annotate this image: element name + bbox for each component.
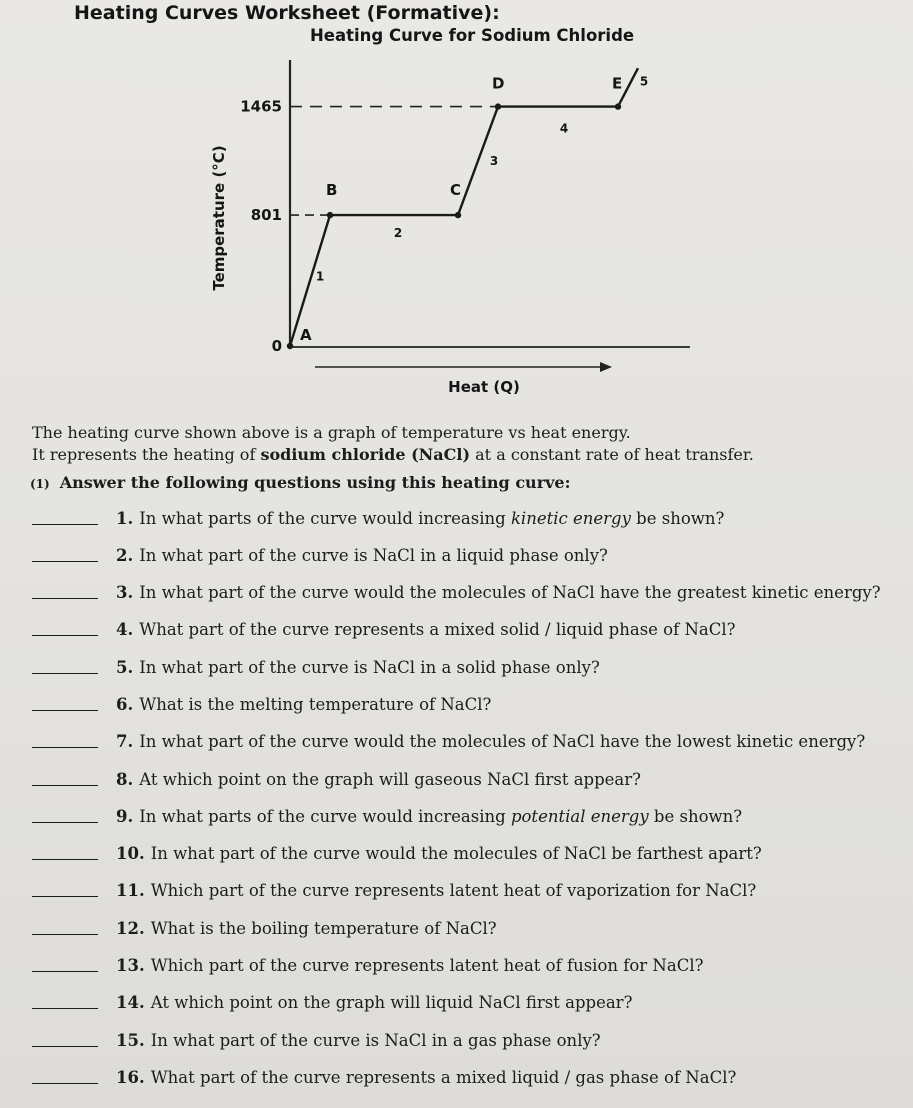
point-label-b: B: [326, 181, 338, 200]
question-item: [32, 1063, 736, 1087]
question-text-end: be shown?: [630, 509, 725, 528]
answer-blank[interactable]: [32, 1007, 98, 1009]
intro-substance: sodium chloride (NaCl): [260, 445, 471, 464]
question-text-start: In what part of the curve is NaCl in a liquid phase only?: [139, 546, 608, 565]
question-item: [32, 578, 881, 602]
question-item: [32, 615, 736, 639]
question-item: [32, 727, 865, 751]
question-item: [32, 951, 703, 975]
question-number: 14.: [116, 993, 145, 1012]
segment-label-5: 5: [639, 74, 649, 89]
point-label-d: D: [492, 74, 505, 93]
question-text-start: In what part of the curve would the molecules of NaCl be farthest apart?: [150, 844, 762, 863]
question-text: [139, 583, 880, 602]
answer-blank[interactable]: [32, 1045, 98, 1047]
question-text: [151, 956, 704, 975]
point-marker-d: [495, 103, 501, 109]
instruction: [30, 473, 571, 492]
point-marker-a: [287, 343, 293, 349]
question-number: 11.: [116, 881, 145, 900]
question-text-start: In what parts of the curve would increasing: [139, 807, 511, 826]
question-number: 15.: [116, 1031, 145, 1050]
chart-guides: [290, 107, 498, 216]
question-text-start: What is the melting temperature of NaCl?: [139, 695, 492, 714]
question-text-start: Which part of the curve represents latent heat of fusion for NaCl?: [150, 956, 704, 975]
answer-blank[interactable]: [32, 634, 98, 636]
answer-blank[interactable]: [32, 933, 98, 935]
question-number: 3.: [116, 583, 134, 602]
question-number: 7.: [116, 732, 134, 751]
question-text: [139, 807, 742, 826]
question-text: [139, 546, 608, 565]
y-axis-label: Temperature (°C): [210, 145, 228, 291]
instruction-text: Answer the following questions using this heating curve:: [59, 473, 571, 492]
answer-blank[interactable]: [32, 858, 98, 860]
question-text: [151, 881, 757, 900]
question-text-start: At which point on the graph will gaseous NaCl first appear?: [139, 770, 642, 789]
question-text-start: In what part of the curve would the molecules of NaCl have the lowest kinetic energy?: [139, 732, 866, 751]
question-number: 13.: [116, 956, 145, 975]
question-text: [139, 695, 491, 714]
worksheet-title: Heating Curves Worksheet (Formative):: [74, 2, 500, 24]
segment-label-2: 2: [393, 226, 403, 241]
answer-blank[interactable]: [32, 746, 98, 748]
chart-curve: [287, 68, 638, 349]
question-text: [139, 732, 865, 751]
question-text: [139, 770, 641, 789]
question-number: 5.: [116, 658, 134, 677]
question-number: 4.: [116, 620, 134, 639]
answer-blank[interactable]: [32, 970, 98, 972]
question-text: [139, 658, 600, 677]
question-text-start: What part of the curve represents a mixed liquid / gas phase of NaCl?: [150, 1068, 737, 1087]
answer-blank[interactable]: [32, 672, 98, 674]
answer-blank[interactable]: [32, 895, 98, 897]
question-item: [32, 765, 641, 789]
answer-blank[interactable]: [32, 784, 98, 786]
question-number: 1.: [116, 509, 134, 528]
answer-blank[interactable]: [32, 1082, 98, 1084]
intro-line-2: [32, 445, 754, 465]
question-number: 16.: [116, 1068, 145, 1087]
question-text-start: Which part of the curve represents latent heat of vaporization for NaCl?: [150, 881, 757, 900]
question-number: 8.: [116, 770, 134, 789]
y-tick-label: 1465: [240, 97, 282, 116]
point-label-e: E: [612, 74, 623, 93]
question-text-start: In what part of the curve is NaCl in a solid phase only?: [139, 658, 600, 677]
intro-line-2-end: at a constant rate of heat transfer.: [470, 445, 754, 464]
chart-title: Heating Curve for Sodium Chloride: [310, 26, 635, 45]
question-number: 6.: [116, 695, 134, 714]
point-label-c: C: [450, 181, 462, 200]
question-number: 10.: [116, 844, 145, 863]
y-tick-label: 801: [250, 206, 282, 225]
y-tick-label: 0: [271, 337, 282, 355]
question-text-start: In what part of the curve is NaCl in a gas phase only?: [150, 1031, 601, 1050]
question-item: [32, 690, 491, 714]
question-text: [151, 1068, 737, 1087]
heat-arrow-head: [600, 362, 612, 372]
segment-label-3: 3: [489, 153, 499, 168]
point-label-a: A: [300, 326, 312, 344]
question-item: [32, 876, 756, 900]
question-text-start: In what parts of the curve would increasing: [139, 509, 511, 528]
question-text: [151, 844, 762, 863]
question-item: [32, 541, 608, 565]
point-marker-e: [615, 103, 621, 109]
point-marker-c: [455, 212, 461, 218]
question-text-start: In what part of the curve would the molecules of NaCl have the greatest kinetic energy?: [139, 583, 881, 602]
segment-label-1: 1: [315, 269, 325, 284]
answer-blank[interactable]: [32, 821, 98, 823]
question-number: 12.: [116, 919, 145, 938]
x-axis-label: Heat (Q): [448, 378, 520, 396]
heating-curve-chart: [0, 0, 913, 410]
question-number: 2.: [116, 546, 134, 565]
intro-line-1: The heating curve shown above is a graph of temperature vs heat energy.: [32, 423, 631, 442]
answer-blank[interactable]: [32, 709, 98, 711]
question-item: [32, 988, 632, 1012]
answer-blank[interactable]: [32, 597, 98, 599]
point-marker-b: [327, 212, 333, 218]
intro-line-2-start: It represents the heating of: [32, 445, 261, 464]
question-text: [151, 919, 497, 938]
question-text-end: be shown?: [648, 807, 743, 826]
question-emphasis: kinetic energy: [510, 509, 631, 528]
question-item: [32, 1026, 601, 1050]
question-item: [32, 504, 724, 528]
instruction-number: (1): [30, 477, 50, 491]
question-item: [32, 914, 497, 938]
question-text: [139, 620, 735, 639]
question-text: [151, 993, 633, 1012]
question-item: [32, 653, 600, 677]
question-text: [139, 509, 724, 528]
question-item: [32, 802, 742, 826]
question-text-start: At which point on the graph will liquid NaCl first appear?: [150, 993, 633, 1012]
question-emphasis: potential energy: [510, 807, 649, 826]
question-text-start: What is the boiling temperature of NaCl?: [150, 919, 497, 938]
question-text: [151, 1031, 601, 1050]
heating-curve-line: [290, 68, 638, 346]
question-item: [32, 839, 762, 863]
answer-blank[interactable]: [32, 560, 98, 562]
question-number: 9.: [116, 807, 134, 826]
segment-label-4: 4: [559, 121, 569, 136]
question-text-start: What part of the curve represents a mixed solid / liquid phase of NaCl?: [139, 620, 736, 639]
answer-blank[interactable]: [32, 523, 98, 525]
